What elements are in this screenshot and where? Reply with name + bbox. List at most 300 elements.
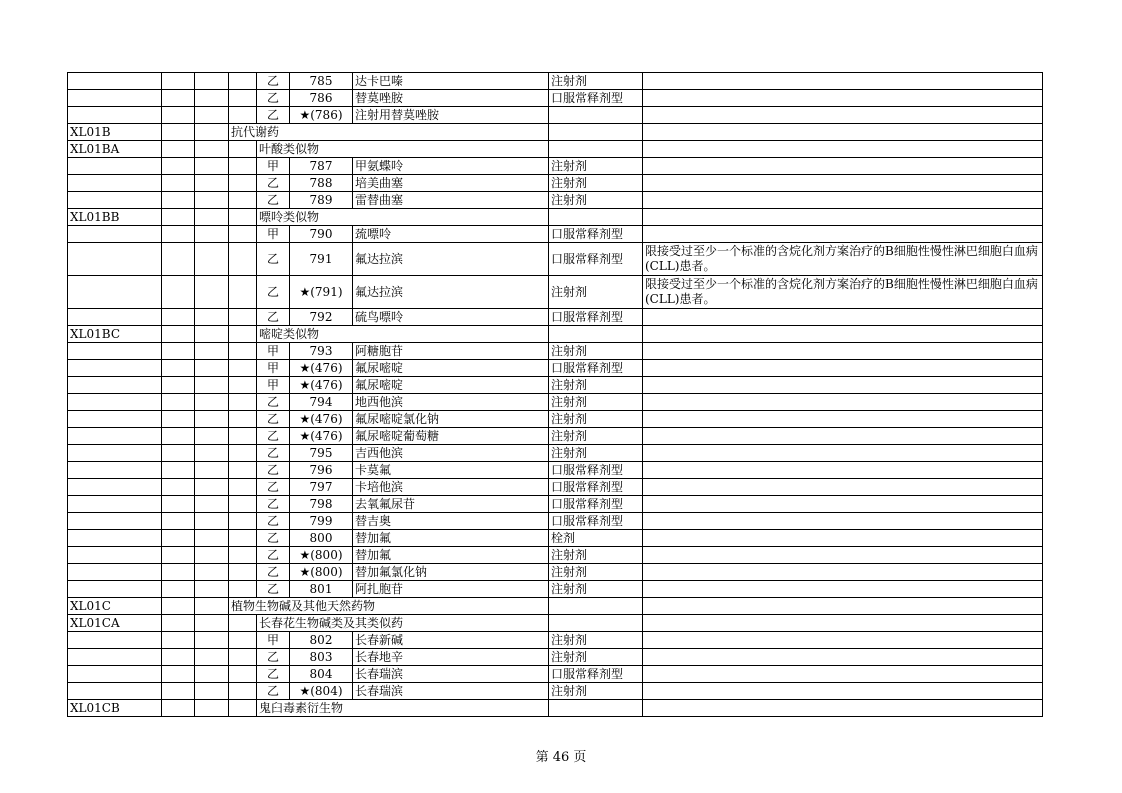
group-code: XL01CA (68, 615, 162, 632)
drug-name: 巯嘌呤 (353, 226, 549, 243)
drug-row (68, 226, 1043, 243)
empty-cell (195, 530, 229, 547)
empty-cell (229, 343, 257, 360)
empty-cell (162, 683, 195, 700)
group-row (68, 598, 1043, 615)
dosage-form: 注射剂 (549, 411, 643, 428)
remark-cell (643, 530, 1043, 547)
category-cell: 乙 (257, 564, 290, 581)
empty-cell (162, 243, 195, 276)
remark-cell (643, 394, 1043, 411)
drug-number: 795 (290, 445, 353, 462)
drug-row (68, 192, 1043, 209)
drug-row (68, 107, 1043, 124)
empty-cell (68, 276, 162, 309)
empty-cell (68, 428, 162, 445)
group-label-text: 鬼臼毒素衍生物 (259, 700, 344, 715)
category-cell: 乙 (257, 547, 290, 564)
empty-cell (229, 462, 257, 479)
empty-cell (195, 309, 229, 326)
empty-cell (162, 309, 195, 326)
empty-cell (162, 462, 195, 479)
drug-list-table (67, 72, 1043, 717)
empty-cell (229, 496, 257, 513)
dosage-form: 注射剂 (549, 73, 643, 90)
drug-row (68, 276, 1043, 309)
empty-cell (162, 615, 195, 632)
drug-row (68, 73, 1043, 90)
category-cell: 乙 (257, 309, 290, 326)
drug-number: 801 (290, 581, 353, 598)
category-cell: 乙 (257, 192, 290, 209)
empty-cell (229, 243, 257, 276)
group-label-text: 嘧啶类似物 (259, 326, 320, 341)
category-cell: 乙 (257, 649, 290, 666)
empty-cell (68, 411, 162, 428)
drug-number: 798 (290, 496, 353, 513)
empty-cell (68, 90, 162, 107)
drug-number: ★(476) (290, 411, 353, 428)
drug-row (68, 243, 1043, 276)
empty-cell (68, 394, 162, 411)
empty-cell (195, 615, 229, 632)
drug-row (68, 632, 1043, 649)
dosage-form: 口服常释剂型 (549, 360, 643, 377)
empty-cell (162, 394, 195, 411)
empty-cell (229, 428, 257, 445)
drug-number: ★(800) (290, 564, 353, 581)
dosage-form: 注射剂 (549, 343, 643, 360)
dosage-form: 注射剂 (549, 192, 643, 209)
empty-cell (162, 175, 195, 192)
empty-cell (195, 598, 229, 615)
empty-cell (195, 445, 229, 462)
remark-cell (643, 683, 1043, 700)
remark-cell (643, 547, 1043, 564)
empty-cell (162, 90, 195, 107)
empty-cell (229, 411, 257, 428)
remark-cell (643, 479, 1043, 496)
empty-cell (195, 581, 229, 598)
empty-cell (195, 243, 229, 276)
drug-name: 长春地辛 (353, 649, 549, 666)
drug-name: 达卡巴嗪 (353, 73, 549, 90)
group-label (257, 209, 549, 226)
empty-cell (229, 394, 257, 411)
drug-row (68, 666, 1043, 683)
group-row (68, 615, 1043, 632)
dosage-form: 注射剂 (549, 276, 643, 309)
empty-cell (162, 547, 195, 564)
empty-cell (162, 530, 195, 547)
empty-cell (162, 73, 195, 90)
category-cell: 乙 (257, 90, 290, 107)
category-cell: 乙 (257, 530, 290, 547)
category-cell: 甲 (257, 226, 290, 243)
drug-name: 培美曲塞 (353, 175, 549, 192)
drug-row (68, 479, 1043, 496)
empty-cell (195, 124, 229, 141)
remark-cell (643, 360, 1043, 377)
remark-cell (643, 90, 1043, 107)
empty-cell (162, 226, 195, 243)
empty-cell (195, 90, 229, 107)
group-row (68, 141, 1043, 158)
empty-cell (68, 192, 162, 209)
drug-name: 替加氟氯化钠 (353, 564, 549, 581)
empty-cell (68, 445, 162, 462)
remark-cell (643, 107, 1043, 124)
dosage-form: 注射剂 (549, 428, 643, 445)
empty-cell (68, 581, 162, 598)
empty-cell (229, 445, 257, 462)
drug-number: ★(476) (290, 428, 353, 445)
drug-row (68, 175, 1043, 192)
dosage-form: 口服常释剂型 (549, 309, 643, 326)
empty-cell (68, 243, 162, 276)
empty-cell (229, 360, 257, 377)
group-label-text: 植物生物碱及其他天然药物 (231, 598, 376, 613)
empty-cell (229, 107, 257, 124)
dosage-form: 注射剂 (549, 394, 643, 411)
drug-number: ★(791) (290, 276, 353, 309)
empty-cell (68, 175, 162, 192)
remark-cell (643, 192, 1043, 209)
empty-cell (195, 683, 229, 700)
remark-cell (643, 158, 1043, 175)
drug-number: 802 (290, 632, 353, 649)
dosage-form: 注射剂 (549, 564, 643, 581)
category-cell: 乙 (257, 73, 290, 90)
remark-cell (643, 377, 1043, 394)
empty-cell (229, 226, 257, 243)
category-cell: 乙 (257, 513, 290, 530)
empty-cell (162, 564, 195, 581)
remark-cell (643, 445, 1043, 462)
group-label (257, 700, 549, 717)
drug-table-body (68, 73, 1043, 717)
empty-cell (68, 158, 162, 175)
remark-cell (643, 649, 1043, 666)
drug-name: 替加氟 (353, 547, 549, 564)
empty-cell (549, 615, 643, 632)
category-cell: 乙 (257, 479, 290, 496)
drug-number: 794 (290, 394, 353, 411)
dosage-form: 口服常释剂型 (549, 513, 643, 530)
empty-cell (162, 513, 195, 530)
group-code: XL01B (68, 124, 162, 141)
category-cell: 乙 (257, 428, 290, 445)
empty-cell (229, 666, 257, 683)
empty-cell (643, 615, 1043, 632)
drug-row (68, 445, 1043, 462)
dosage-form: 口服常释剂型 (549, 243, 643, 276)
drug-number: 796 (290, 462, 353, 479)
empty-cell (162, 581, 195, 598)
remark-cell (643, 496, 1043, 513)
empty-cell (68, 683, 162, 700)
drug-row (68, 377, 1043, 394)
category-cell: 甲 (257, 377, 290, 394)
dosage-form: 注射剂 (549, 445, 643, 462)
category-cell: 乙 (257, 462, 290, 479)
drug-name: 硫鸟嘌呤 (353, 309, 549, 326)
empty-cell (229, 632, 257, 649)
dosage-form: 注射剂 (549, 581, 643, 598)
empty-cell (68, 462, 162, 479)
group-label (229, 598, 549, 615)
drug-number: 800 (290, 530, 353, 547)
drug-number: 790 (290, 226, 353, 243)
empty-cell (195, 175, 229, 192)
empty-cell (68, 564, 162, 581)
group-label-text: 长春花生物碱类及其类似药 (259, 615, 404, 630)
empty-cell (549, 598, 643, 615)
dosage-form (549, 107, 643, 124)
drug-name: 替莫唑胺 (353, 90, 549, 107)
empty-cell (162, 632, 195, 649)
empty-cell (195, 547, 229, 564)
empty-cell (195, 326, 229, 343)
group-row (68, 209, 1043, 226)
category-cell: 甲 (257, 360, 290, 377)
dosage-form: 注射剂 (549, 175, 643, 192)
empty-cell (195, 158, 229, 175)
remark-cell (643, 581, 1043, 598)
group-label-text: 抗代谢药 (231, 124, 280, 139)
remark-cell (643, 632, 1043, 649)
drug-row (68, 411, 1043, 428)
drug-name: 氟尿嘧啶葡萄糖 (353, 428, 549, 445)
category-cell: 乙 (257, 411, 290, 428)
empty-cell (68, 107, 162, 124)
empty-cell (195, 360, 229, 377)
empty-cell (162, 360, 195, 377)
page-number: 第 46 页 (535, 750, 587, 765)
empty-cell (229, 530, 257, 547)
empty-cell (229, 192, 257, 209)
empty-cell (229, 700, 257, 717)
empty-cell (68, 547, 162, 564)
empty-cell (229, 73, 257, 90)
drug-number: 786 (290, 90, 353, 107)
group-label-text: 嘌呤类似物 (259, 209, 320, 224)
empty-cell (195, 632, 229, 649)
empty-cell (162, 158, 195, 175)
remark-cell (643, 564, 1043, 581)
empty-cell (643, 124, 1043, 141)
empty-cell (643, 209, 1043, 226)
empty-cell (68, 343, 162, 360)
dosage-form: 口服常释剂型 (549, 90, 643, 107)
dosage-form: 口服常释剂型 (549, 496, 643, 513)
remark-cell (643, 428, 1043, 445)
dosage-form: 注射剂 (549, 632, 643, 649)
empty-cell (68, 496, 162, 513)
empty-cell (229, 564, 257, 581)
drug-number: ★(800) (290, 547, 353, 564)
group-label (229, 124, 549, 141)
drug-name: 氟达拉滨 (353, 243, 549, 276)
drug-name: 替加氟 (353, 530, 549, 547)
drug-name: 氟尿嘧啶 (353, 377, 549, 394)
empty-cell (68, 513, 162, 530)
category-cell: 乙 (257, 666, 290, 683)
empty-cell (195, 411, 229, 428)
empty-cell (643, 141, 1043, 158)
category-cell: 乙 (257, 394, 290, 411)
empty-cell (229, 90, 257, 107)
empty-cell (229, 209, 257, 226)
category-cell: 甲 (257, 632, 290, 649)
drug-row (68, 496, 1043, 513)
remark-cell (643, 73, 1043, 90)
remark-cell: 限接受过至少一个标准的含烷化剂方案治疗的B细胞性慢性淋巴细胞白血病(CLL)患者。 (643, 243, 1043, 276)
drug-name: 氟尿嘧啶氯化钠 (353, 411, 549, 428)
dosage-form: 口服常释剂型 (549, 479, 643, 496)
empty-cell (68, 309, 162, 326)
remark-cell: 限接受过至少一个标准的含烷化剂方案治疗的B细胞性慢性淋巴细胞白血病(CLL)患者。 (643, 276, 1043, 309)
empty-cell (162, 700, 195, 717)
drug-number: ★(476) (290, 377, 353, 394)
drug-number: 791 (290, 243, 353, 276)
empty-cell (68, 226, 162, 243)
empty-cell (195, 649, 229, 666)
group-code: XL01C (68, 598, 162, 615)
drug-row (68, 649, 1043, 666)
drug-name: 阿糖胞苷 (353, 343, 549, 360)
empty-cell (229, 326, 257, 343)
group-code: XL01CB (68, 700, 162, 717)
empty-cell (229, 158, 257, 175)
drug-name: 卡培他滨 (353, 479, 549, 496)
drug-number: 792 (290, 309, 353, 326)
empty-cell (162, 326, 195, 343)
empty-cell (68, 377, 162, 394)
remark-cell (643, 226, 1043, 243)
drug-name: 长春新碱 (353, 632, 549, 649)
drug-name: 替吉奥 (353, 513, 549, 530)
drug-name: 阿扎胞苷 (353, 581, 549, 598)
drug-row (68, 343, 1043, 360)
empty-cell (68, 479, 162, 496)
empty-cell (68, 360, 162, 377)
empty-cell (195, 700, 229, 717)
drug-name: 卡莫氟 (353, 462, 549, 479)
category-cell: 乙 (257, 581, 290, 598)
group-row (68, 124, 1043, 141)
group-row (68, 326, 1043, 343)
drug-number: ★(786) (290, 107, 353, 124)
empty-cell (162, 276, 195, 309)
empty-cell (229, 141, 257, 158)
category-cell: 乙 (257, 445, 290, 462)
drug-row (68, 158, 1043, 175)
group-label (257, 141, 549, 158)
empty-cell (162, 496, 195, 513)
empty-cell (162, 124, 195, 141)
drug-name: 地西他滨 (353, 394, 549, 411)
dosage-form: 注射剂 (549, 377, 643, 394)
empty-cell (549, 209, 643, 226)
empty-cell (162, 192, 195, 209)
drug-number: ★(804) (290, 683, 353, 700)
empty-cell (195, 428, 229, 445)
dosage-form: 口服常释剂型 (549, 226, 643, 243)
empty-cell (195, 496, 229, 513)
empty-cell (229, 547, 257, 564)
group-label (257, 615, 549, 632)
empty-cell (162, 141, 195, 158)
empty-cell (549, 700, 643, 717)
empty-cell (643, 598, 1043, 615)
empty-cell (162, 649, 195, 666)
category-cell: 甲 (257, 343, 290, 360)
drug-row (68, 530, 1043, 547)
drug-row (68, 90, 1043, 107)
category-cell: 乙 (257, 496, 290, 513)
drug-number: 799 (290, 513, 353, 530)
empty-cell (195, 462, 229, 479)
remark-cell (643, 666, 1043, 683)
empty-cell (162, 209, 195, 226)
empty-cell (195, 513, 229, 530)
empty-cell (68, 666, 162, 683)
drug-row (68, 428, 1043, 445)
empty-cell (229, 615, 257, 632)
drug-number: ★(476) (290, 360, 353, 377)
empty-cell (68, 632, 162, 649)
empty-cell (195, 209, 229, 226)
empty-cell (229, 276, 257, 309)
empty-cell (162, 479, 195, 496)
drug-name: 长春瑞滨 (353, 666, 549, 683)
empty-cell (162, 343, 195, 360)
category-cell: 乙 (257, 683, 290, 700)
drug-name: 去氧氟尿苷 (353, 496, 549, 513)
empty-cell (195, 377, 229, 394)
category-cell: 乙 (257, 276, 290, 309)
empty-cell (549, 326, 643, 343)
drug-number: 785 (290, 73, 353, 90)
drug-row (68, 462, 1043, 479)
group-code: XL01BC (68, 326, 162, 343)
dosage-form: 注射剂 (549, 649, 643, 666)
empty-cell (195, 226, 229, 243)
empty-cell (195, 394, 229, 411)
dosage-form: 注射剂 (549, 547, 643, 564)
category-cell: 甲 (257, 158, 290, 175)
remark-cell (643, 462, 1043, 479)
drug-row (68, 513, 1043, 530)
empty-cell (229, 683, 257, 700)
category-cell: 乙 (257, 175, 290, 192)
empty-cell (195, 343, 229, 360)
dosage-form: 注射剂 (549, 683, 643, 700)
dosage-form: 注射剂 (549, 158, 643, 175)
empty-cell (229, 175, 257, 192)
empty-cell (195, 666, 229, 683)
empty-cell (549, 124, 643, 141)
category-cell: 乙 (257, 243, 290, 276)
group-code: XL01BA (68, 141, 162, 158)
drug-number: 804 (290, 666, 353, 683)
remark-cell (643, 175, 1043, 192)
dosage-form: 口服常释剂型 (549, 666, 643, 683)
drug-number: 803 (290, 649, 353, 666)
empty-cell (229, 479, 257, 496)
empty-cell (68, 649, 162, 666)
